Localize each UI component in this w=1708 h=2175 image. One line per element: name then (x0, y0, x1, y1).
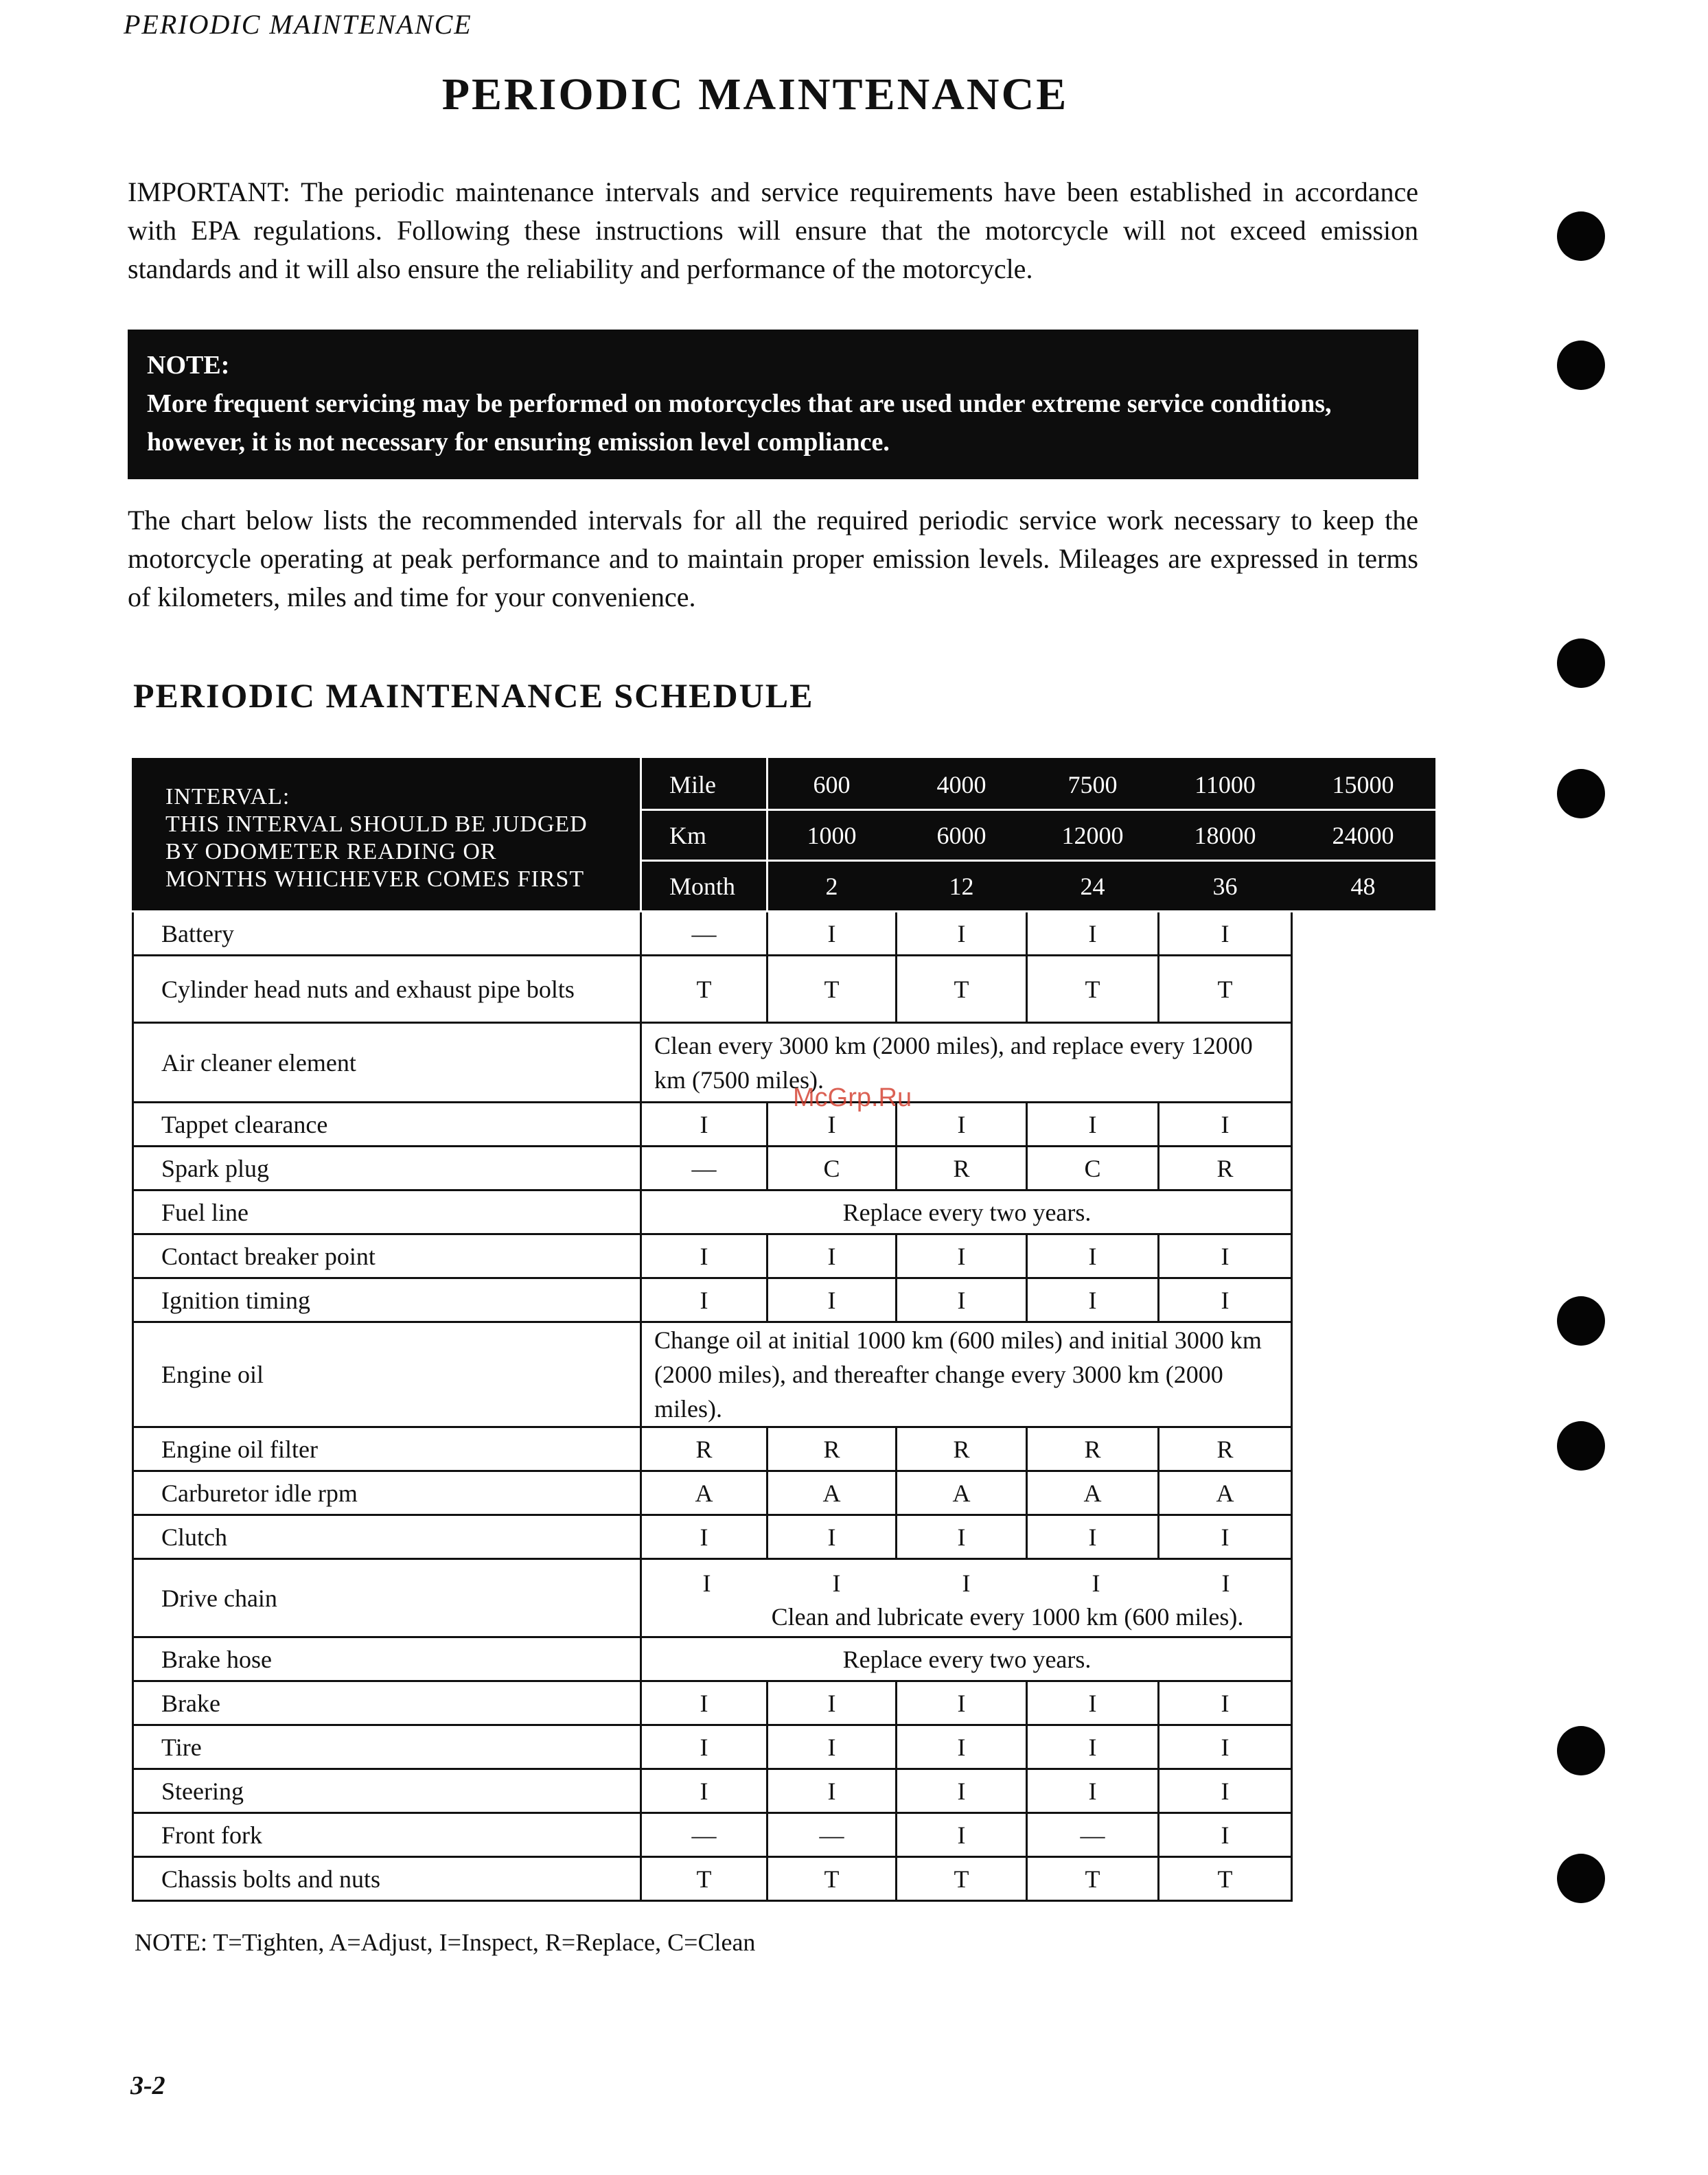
interval-code: I (962, 1569, 971, 1597)
interval-value: 4000 (897, 759, 1027, 810)
interval-value: 36 (1159, 861, 1292, 912)
binder-hole-dot (1557, 1726, 1605, 1775)
section-title: PERIODIC MAINTENANCE SCHEDULE (133, 676, 814, 715)
interval-code: I (1159, 1103, 1292, 1147)
interval-code: I (1027, 912, 1159, 956)
table-row (133, 1681, 1435, 1725)
table-row (133, 1813, 1435, 1857)
interval-value: 15000 (1292, 759, 1435, 810)
interval-value: 12 (897, 861, 1027, 912)
interval-code: A (897, 1471, 1027, 1515)
interval-code: — (641, 1147, 768, 1190)
maintenance-item: Steering (133, 1769, 641, 1813)
interval-code: I (641, 1515, 768, 1559)
interval-code: I (1159, 1769, 1292, 1813)
legend-note: NOTE: T=Tighten, A=Adjust, I=Inspect, R=Replace, C=Clean (135, 1929, 756, 1956)
running-header: PERIODIC MAINTENANCE (124, 9, 472, 40)
table-row (133, 1023, 1435, 1103)
table-row (133, 1427, 1435, 1471)
interval-code: I (641, 1725, 768, 1769)
interval-code: I (1027, 1681, 1159, 1725)
binder-hole-dot (1557, 1854, 1605, 1903)
interval-code: I (1027, 1769, 1159, 1813)
interval-code: R (1159, 1427, 1292, 1471)
binder-hole-dot (1557, 638, 1605, 688)
maintenance-item: Spark plug (133, 1147, 641, 1190)
interval-code: I (897, 1278, 1027, 1322)
maintenance-item: Air cleaner element (133, 1023, 641, 1103)
table-row (133, 1278, 1435, 1322)
interval-code: A (641, 1471, 768, 1515)
interval-code: R (768, 1427, 897, 1471)
interval-code: T (897, 1857, 1027, 1901)
interval-code: I (1159, 1813, 1292, 1857)
binder-hole-dot (1557, 1296, 1605, 1346)
spanned-instruction: Clean every 3000 km (2000 miles), and replace every 12000 km (7500 miles). (641, 1023, 1292, 1103)
interval-code: I (768, 1103, 897, 1147)
interval-code: I (768, 1515, 897, 1559)
drive-chain-note: Clean and lubricate every 1000 km (600 miles). (771, 1602, 1244, 1631)
interval-code: I (768, 1278, 897, 1322)
interval-label-line: THIS INTERVAL SHOULD BE JUDGED (165, 811, 588, 837)
interval-code: I (768, 1234, 897, 1278)
interval-code: I (1159, 1234, 1292, 1278)
maintenance-item: Brake hose (133, 1637, 641, 1681)
table-row (133, 1147, 1435, 1190)
interval-unit-label: Month (641, 861, 768, 912)
interval-value: 6000 (897, 810, 1027, 861)
interval-code: I (1221, 1569, 1230, 1597)
spanned-instruction: Replace every two years. (641, 1190, 1292, 1234)
interval-code: R (641, 1427, 768, 1471)
binder-hole-dot (1557, 1421, 1605, 1471)
table-row (133, 912, 1435, 956)
maintenance-item: Brake (133, 1681, 641, 1725)
interval-code: A (1027, 1471, 1159, 1515)
interval-code: C (768, 1147, 897, 1190)
interval-code: I (641, 1681, 768, 1725)
interval-code: I (768, 1725, 897, 1769)
interval-value: 11000 (1159, 759, 1292, 810)
interval-code: I (768, 912, 897, 956)
interval-code: I (897, 1234, 1027, 1278)
table-row (133, 1559, 1435, 1637)
interval-code: I (1159, 1681, 1292, 1725)
note-title: NOTE: (147, 351, 230, 380)
interval-code: A (768, 1471, 897, 1515)
interval-code: — (641, 912, 768, 956)
interval-code: — (641, 1813, 768, 1857)
interval-code: I (832, 1569, 841, 1597)
binder-hole-dot (1557, 341, 1605, 390)
interval-code: T (768, 1857, 897, 1901)
binder-hole-dot (1557, 769, 1605, 818)
interval-code: I (768, 1681, 897, 1725)
interval-code: I (702, 1569, 711, 1597)
interval-code: I (641, 1769, 768, 1813)
drive-chain-cell (641, 1559, 1292, 1637)
maintenance-item: Chassis bolts and nuts (133, 1857, 641, 1901)
maintenance-item: Engine oil filter (133, 1427, 641, 1471)
interval-value: 18000 (1159, 810, 1292, 861)
interval-code: I (897, 1769, 1027, 1813)
interval-code: T (1027, 1857, 1159, 1901)
table-row (133, 1322, 1435, 1427)
table-row (133, 1857, 1435, 1901)
table-row (133, 1103, 1435, 1147)
interval-code: I (1159, 912, 1292, 956)
interval-code: I (1159, 1515, 1292, 1559)
maintenance-item: Engine oil (133, 1322, 641, 1427)
table-row (133, 956, 1435, 1023)
maintenance-item: Tire (133, 1725, 641, 1769)
interval-code: I (897, 1515, 1027, 1559)
interval-code: R (1159, 1147, 1292, 1190)
interval-code: I (897, 1813, 1027, 1857)
interval-code: I (1027, 1278, 1159, 1322)
maintenance-schedule-table (132, 758, 1435, 1902)
interval-code: I (641, 1103, 768, 1147)
interval-unit-label: Mile (641, 759, 768, 810)
interval-code: R (897, 1427, 1027, 1471)
table-row (133, 1190, 1435, 1234)
table-row (133, 1234, 1435, 1278)
maintenance-item: Ignition timing (133, 1278, 641, 1322)
maintenance-item: Battery (133, 912, 641, 956)
interval-code: I (1159, 1725, 1292, 1769)
maintenance-item: Drive chain (133, 1559, 641, 1637)
binder-hole-dot (1557, 211, 1605, 261)
interval-value: 24000 (1292, 810, 1435, 861)
important-paragraph (128, 173, 1418, 288)
interval-code: I (1159, 1278, 1292, 1322)
interval-code: I (897, 912, 1027, 956)
interval-code: I (768, 1769, 897, 1813)
maintenance-item: Front fork (133, 1813, 641, 1857)
note-box (128, 330, 1418, 479)
table-row (133, 1637, 1435, 1681)
interval-code: R (897, 1147, 1027, 1190)
interval-value: 24 (1027, 861, 1159, 912)
interval-code: T (641, 1857, 768, 1901)
interval-code: — (768, 1813, 897, 1857)
interval-label (133, 759, 641, 912)
watermark: McGrp.Ru (793, 1083, 912, 1112)
interval-code: T (1159, 956, 1292, 1023)
table-row (133, 1769, 1435, 1813)
interval-code: I (897, 1725, 1027, 1769)
interval-code: I (641, 1278, 768, 1322)
table-row (133, 1725, 1435, 1769)
maintenance-item: Cylinder head nuts and exhaust pipe bolts (133, 956, 641, 1023)
interval-code: T (768, 956, 897, 1023)
important-lead: IMPORTANT: (128, 176, 290, 207)
interval-value: 48 (1292, 861, 1435, 912)
note-text: More frequent servicing may be performed on motorcycles that are used under extreme service conditions, however, it is not necessary for ensuring emission level compliance. (147, 389, 1332, 457)
interval-code: C (1027, 1147, 1159, 1190)
interval-code: T (641, 956, 768, 1023)
interval-code: T (897, 956, 1027, 1023)
page-title: PERIODIC MAINTENANCE (441, 69, 1069, 119)
table-row (133, 1515, 1435, 1559)
maintenance-item: Carburetor idle rpm (133, 1471, 641, 1515)
interval-value: 7500 (1027, 759, 1159, 810)
maintenance-item: Clutch (133, 1515, 641, 1559)
interval-value: 12000 (1027, 810, 1159, 861)
interval-label-line: MONTHS WHICHEVER COMES FIRST (165, 866, 585, 892)
maintenance-item: Fuel line (133, 1190, 641, 1234)
interval-label-line: BY ODOMETER READING OR (165, 838, 497, 864)
interval-code: I (1027, 1725, 1159, 1769)
interval-code: — (1027, 1813, 1159, 1857)
maintenance-item: Contact breaker point (133, 1234, 641, 1278)
intro-paragraph: The chart below lists the recommended intervals for all the required periodic service work necessary to keep the motorcycle operating at peak performance and to maintain proper emission levels. Mileages are expressed in terms of kilometers, miles and time for your convenience. (128, 505, 1418, 612)
interval-code: I (641, 1234, 768, 1278)
spanned-instruction: Replace every two years. (641, 1637, 1292, 1681)
interval-code: I (1027, 1515, 1159, 1559)
interval-code: I (1092, 1569, 1100, 1597)
table-row (133, 1471, 1435, 1515)
interval-code: A (1159, 1471, 1292, 1515)
interval-code: I (1027, 1103, 1159, 1147)
important-text: The periodic maintenance intervals and service requirements have been established in accordance with EPA regulations. Following these instructions will ensure that the motorcycle will not exceed emission standards and it will also ensure the reliability and performance of the motorcycle. (128, 176, 1418, 284)
interval-code: R (1027, 1427, 1159, 1471)
page-number: 3-2 (130, 2071, 165, 2100)
interval-value: 1000 (768, 810, 897, 861)
interval-code: T (1159, 1857, 1292, 1901)
spanned-instruction: Change oil at initial 1000 km (600 miles) and initial 3000 km (2000 miles), and thereafter change every 3000 km (2000 miles). (641, 1322, 1292, 1427)
interval-code: I (897, 1103, 1027, 1147)
interval-unit-label: Km (641, 810, 768, 861)
interval-code: I (897, 1681, 1027, 1725)
interval-code: T (1027, 956, 1159, 1023)
maintenance-item: Tappet clearance (133, 1103, 641, 1147)
interval-label-line: INTERVAL: (165, 783, 290, 809)
interval-code: I (1027, 1234, 1159, 1278)
header-row (133, 759, 1435, 810)
interval-value: 2 (768, 861, 897, 912)
interval-value: 600 (768, 759, 897, 810)
